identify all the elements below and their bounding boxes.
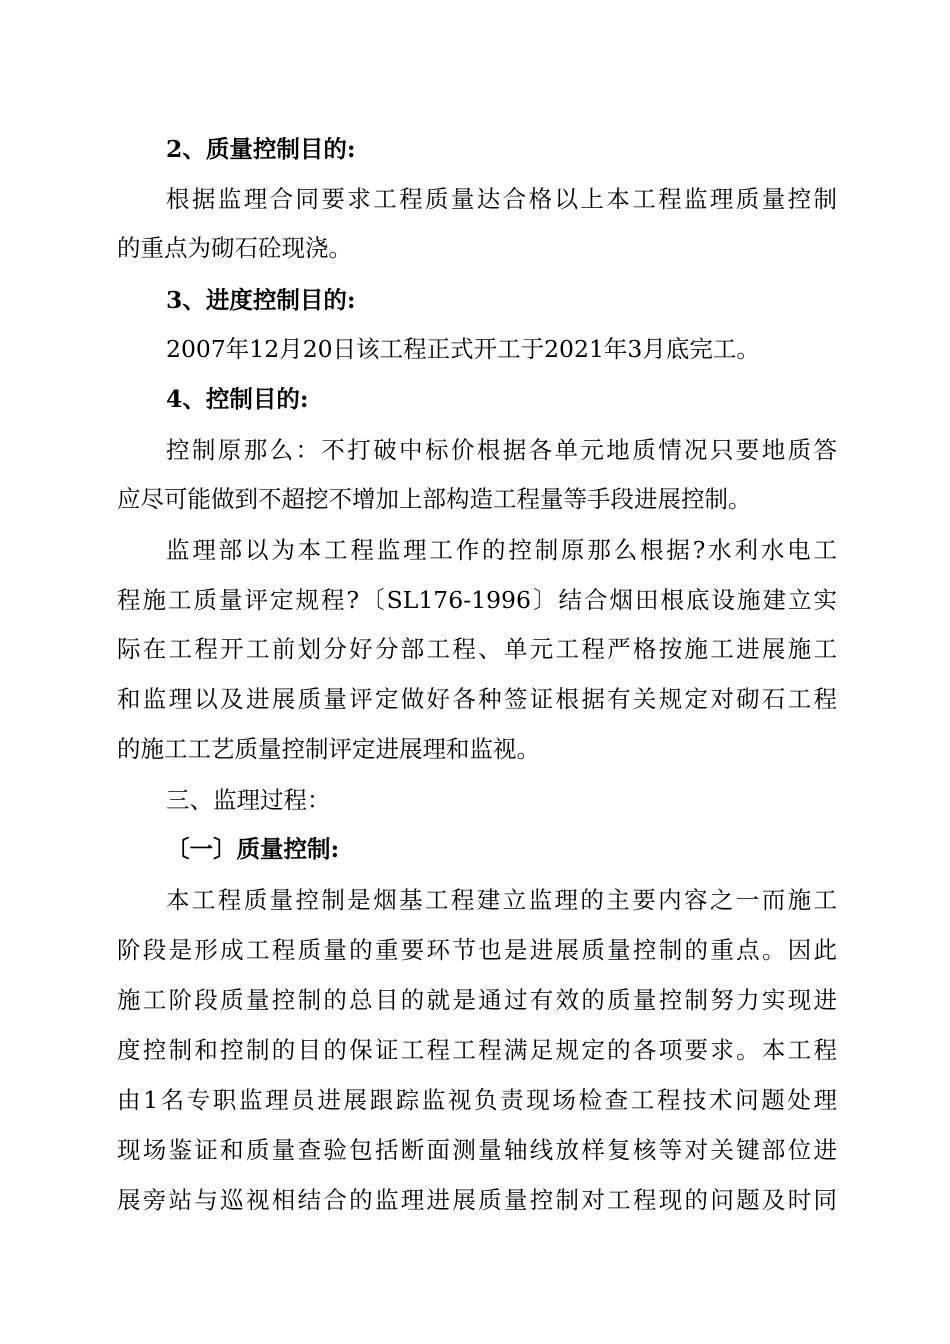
heading-schedule-goal: 3、进度控制目的: [166, 286, 356, 314]
paragraph-line: 度控制和控制的目的保证工程工程满足规定的各项要求。本工程 [117, 1036, 837, 1064]
section-heading-supervision-process: 三、监理过程： [166, 786, 331, 814]
paragraph-line: 根据监理合同要求工程质量达合格以上本工程监理质量控制 [166, 185, 837, 213]
paragraph-line: 的施工工艺质量控制评定进展理和监视。 [117, 735, 540, 763]
paragraph-line: 程施工质量评定规程?〔SL176-1996〕结合烟田根底设施建立实 [117, 586, 837, 614]
paragraph-line: 控制原那么：不打破中标价根据各单元地质情况只要地质答 [166, 436, 837, 464]
heading-control-goal: 4、控制目的: [166, 385, 309, 413]
paragraph-line: 展旁站与巡视相结合的监理进展质量控制对工程现的问题及时同 [117, 1186, 837, 1214]
paragraph-line: 和监理以及进展质量评定做好各种签证根据有关规定对砌石工程 [117, 685, 837, 713]
paragraph-line: 施工阶段质量控制的总目的就是通过有效的质量控制努力实现进 [117, 986, 837, 1014]
paragraph-line: 阶段是形成工程质量的重要环节也是进展质量控制的重点。因此 [117, 936, 837, 964]
subheading-quality-control: 〔一〕质量控制: [166, 835, 340, 863]
paragraph-line: 应尽可能做到不超挖不增加上部构造工程量等手段进展控制。 [117, 485, 752, 513]
paragraph-line: 由1名专职监理员进展跟踪监视负责现场检查工程技术问题处理 [117, 1086, 837, 1114]
paragraph-line: 监理部以为本工程监理工作的控制原那么根据?水利水电工 [166, 536, 837, 564]
paragraph-line: 的重点为砌石砼现浇。 [117, 234, 352, 262]
paragraph-line: 现场鉴证和质量查验包括断面测量轴线放样复核等对关键部位进 [117, 1136, 837, 1164]
heading-quality-goal: 2、质量控制目的: [166, 135, 356, 163]
paragraph-line: 际在工程开工前划分好分部工程、单元工程严格按施工进展施工 [117, 635, 837, 663]
paragraph-line: 本工程质量控制是烟基工程建立监理的主要内容之一而施工 [166, 886, 837, 914]
paragraph-line: 2007年12月20日该工程正式开工于2021年3月底完工。 [166, 335, 760, 363]
